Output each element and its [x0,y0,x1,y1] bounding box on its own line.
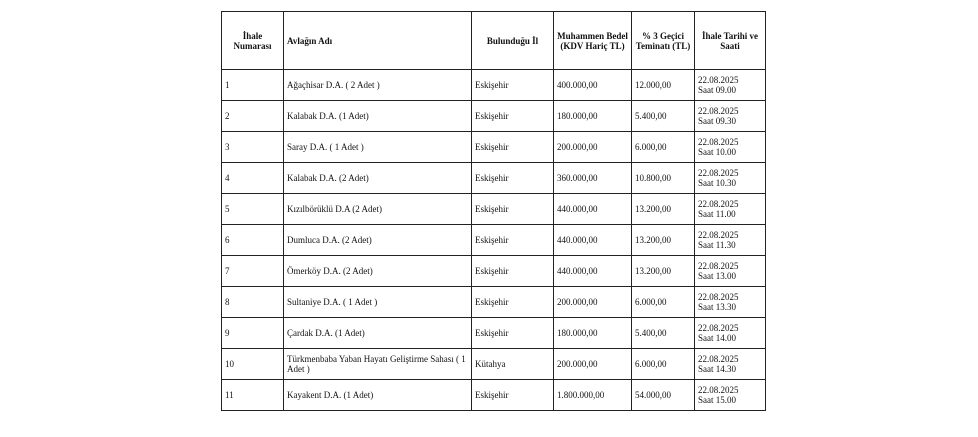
cell-deposit: 6.000,00 [632,287,695,318]
auction-time: Saat 10.00 [698,147,736,157]
table-row [222,349,766,380]
auction-time: Saat 09.30 [698,116,736,126]
auction-time: Saat 13.00 [698,271,736,281]
cell-date-time [695,225,766,256]
cell-date-time [695,194,766,225]
cell-date-time [695,380,766,411]
header-location: Bulunduğu İl [472,12,554,70]
auction-date: 22.08.2025 [698,106,739,116]
table-row [222,70,766,101]
header-deposit: % 3 Geçici Teminatı (TL) [632,12,695,70]
cell-name: Türkmenbaba Yaban Hayatı Geliştirme Sahası ( 1 Adet ) [284,349,472,380]
cell-auction-number: 7 [222,256,284,287]
cell-deposit: 54.000,00 [632,380,695,411]
cell-deposit: 6.000,00 [632,349,695,380]
table-row [222,287,766,318]
auction-time: Saat 14.30 [698,364,736,374]
auction-date: 22.08.2025 [698,385,739,395]
cell-estimated-value: 180.000,00 [554,318,632,349]
cell-date-time [695,287,766,318]
header-row [222,12,766,70]
header-auction-number: İhale Numarası [222,12,284,70]
auction-date: 22.08.2025 [698,354,739,364]
table-row [222,101,766,132]
cell-date-time [695,132,766,163]
cell-auction-number: 5 [222,194,284,225]
cell-name: Kızılbörüklü D.A (2 Adet) [284,194,472,225]
auction-time: Saat 11.00 [698,209,736,219]
cell-location: Eskişehir [472,318,554,349]
cell-date-time [695,256,766,287]
cell-date-time [695,163,766,194]
cell-deposit: 5.400,00 [632,318,695,349]
cell-deposit: 10.800,00 [632,163,695,194]
auction-date: 22.08.2025 [698,261,739,271]
cell-location: Eskişehir [472,70,554,101]
auction-time: Saat 09.00 [698,85,736,95]
auction-date: 22.08.2025 [698,137,739,147]
auction-table [221,11,766,411]
cell-location: Eskişehir [472,132,554,163]
cell-estimated-value: 200.000,00 [554,349,632,380]
cell-name: Kalabak D.A. (1 Adet) [284,101,472,132]
auction-time: Saat 10.30 [698,178,736,188]
table-row [222,132,766,163]
auction-time: Saat 13.30 [698,302,736,312]
cell-location: Eskişehir [472,101,554,132]
cell-deposit: 12.000,00 [632,70,695,101]
cell-auction-number: 11 [222,380,284,411]
cell-auction-number: 9 [222,318,284,349]
cell-name: Kayakent D.A. (1 Adet) [284,380,472,411]
cell-name: Ağaçhisar D.A. ( 2 Adet ) [284,70,472,101]
table-row [222,225,766,256]
auction-date: 22.08.2025 [698,199,739,209]
auction-time: Saat 14.00 [698,333,736,343]
cell-estimated-value: 180.000,00 [554,101,632,132]
cell-name: Çardak D.A. (1 Adet) [284,318,472,349]
cell-estimated-value: 1.800.000,00 [554,380,632,411]
cell-auction-number: 3 [222,132,284,163]
table-row [222,256,766,287]
auction-time: Saat 15.00 [698,395,736,405]
cell-name: Ömerköy D.A. (2 Adet) [284,256,472,287]
cell-deposit: 13.200,00 [632,225,695,256]
header-name: Avlağın Adı [284,12,472,70]
table-row [222,380,766,411]
auction-date: 22.08.2025 [698,168,739,178]
table-row [222,318,766,349]
cell-estimated-value: 440.000,00 [554,194,632,225]
cell-location: Eskişehir [472,194,554,225]
table-row [222,194,766,225]
auction-date: 22.08.2025 [698,323,739,333]
cell-date-time [695,70,766,101]
cell-auction-number: 8 [222,287,284,318]
cell-name: Dumluca D.A. (2 Adet) [284,225,472,256]
cell-name: Sultaniye D.A. ( 1 Adet ) [284,287,472,318]
cell-date-time [695,101,766,132]
cell-location: Eskişehir [472,225,554,256]
cell-estimated-value: 440.000,00 [554,256,632,287]
auction-date: 22.08.2025 [698,75,739,85]
cell-location: Eskişehir [472,163,554,194]
cell-date-time [695,349,766,380]
auction-time: Saat 11.30 [698,240,736,250]
cell-estimated-value: 200.000,00 [554,287,632,318]
header-estimated-value: Muhammen Bedel (KDV Hariç TL) [554,12,632,70]
cell-auction-number: 10 [222,349,284,380]
cell-estimated-value: 440.000,00 [554,225,632,256]
cell-auction-number: 2 [222,101,284,132]
cell-date-time [695,318,766,349]
cell-estimated-value: 400.000,00 [554,70,632,101]
cell-name: Kalabak D.A. (2 Adet) [284,163,472,194]
cell-deposit: 13.200,00 [632,194,695,225]
cell-auction-number: 1 [222,70,284,101]
cell-location: Kütahya [472,349,554,380]
cell-estimated-value: 200.000,00 [554,132,632,163]
cell-auction-number: 6 [222,225,284,256]
cell-location: Eskişehir [472,380,554,411]
cell-deposit: 5.400,00 [632,101,695,132]
cell-deposit: 13.200,00 [632,256,695,287]
auction-date: 22.08.2025 [698,292,739,302]
auction-date: 22.08.2025 [698,230,739,240]
cell-auction-number: 4 [222,163,284,194]
cell-location: Eskişehir [472,256,554,287]
cell-estimated-value: 360.000,00 [554,163,632,194]
cell-deposit: 6.000,00 [632,132,695,163]
cell-location: Eskişehir [472,287,554,318]
table-row [222,163,766,194]
cell-name: Saray D.A. ( 1 Adet ) [284,132,472,163]
header-date-time: İhale Tarihi ve Saati [695,12,766,70]
